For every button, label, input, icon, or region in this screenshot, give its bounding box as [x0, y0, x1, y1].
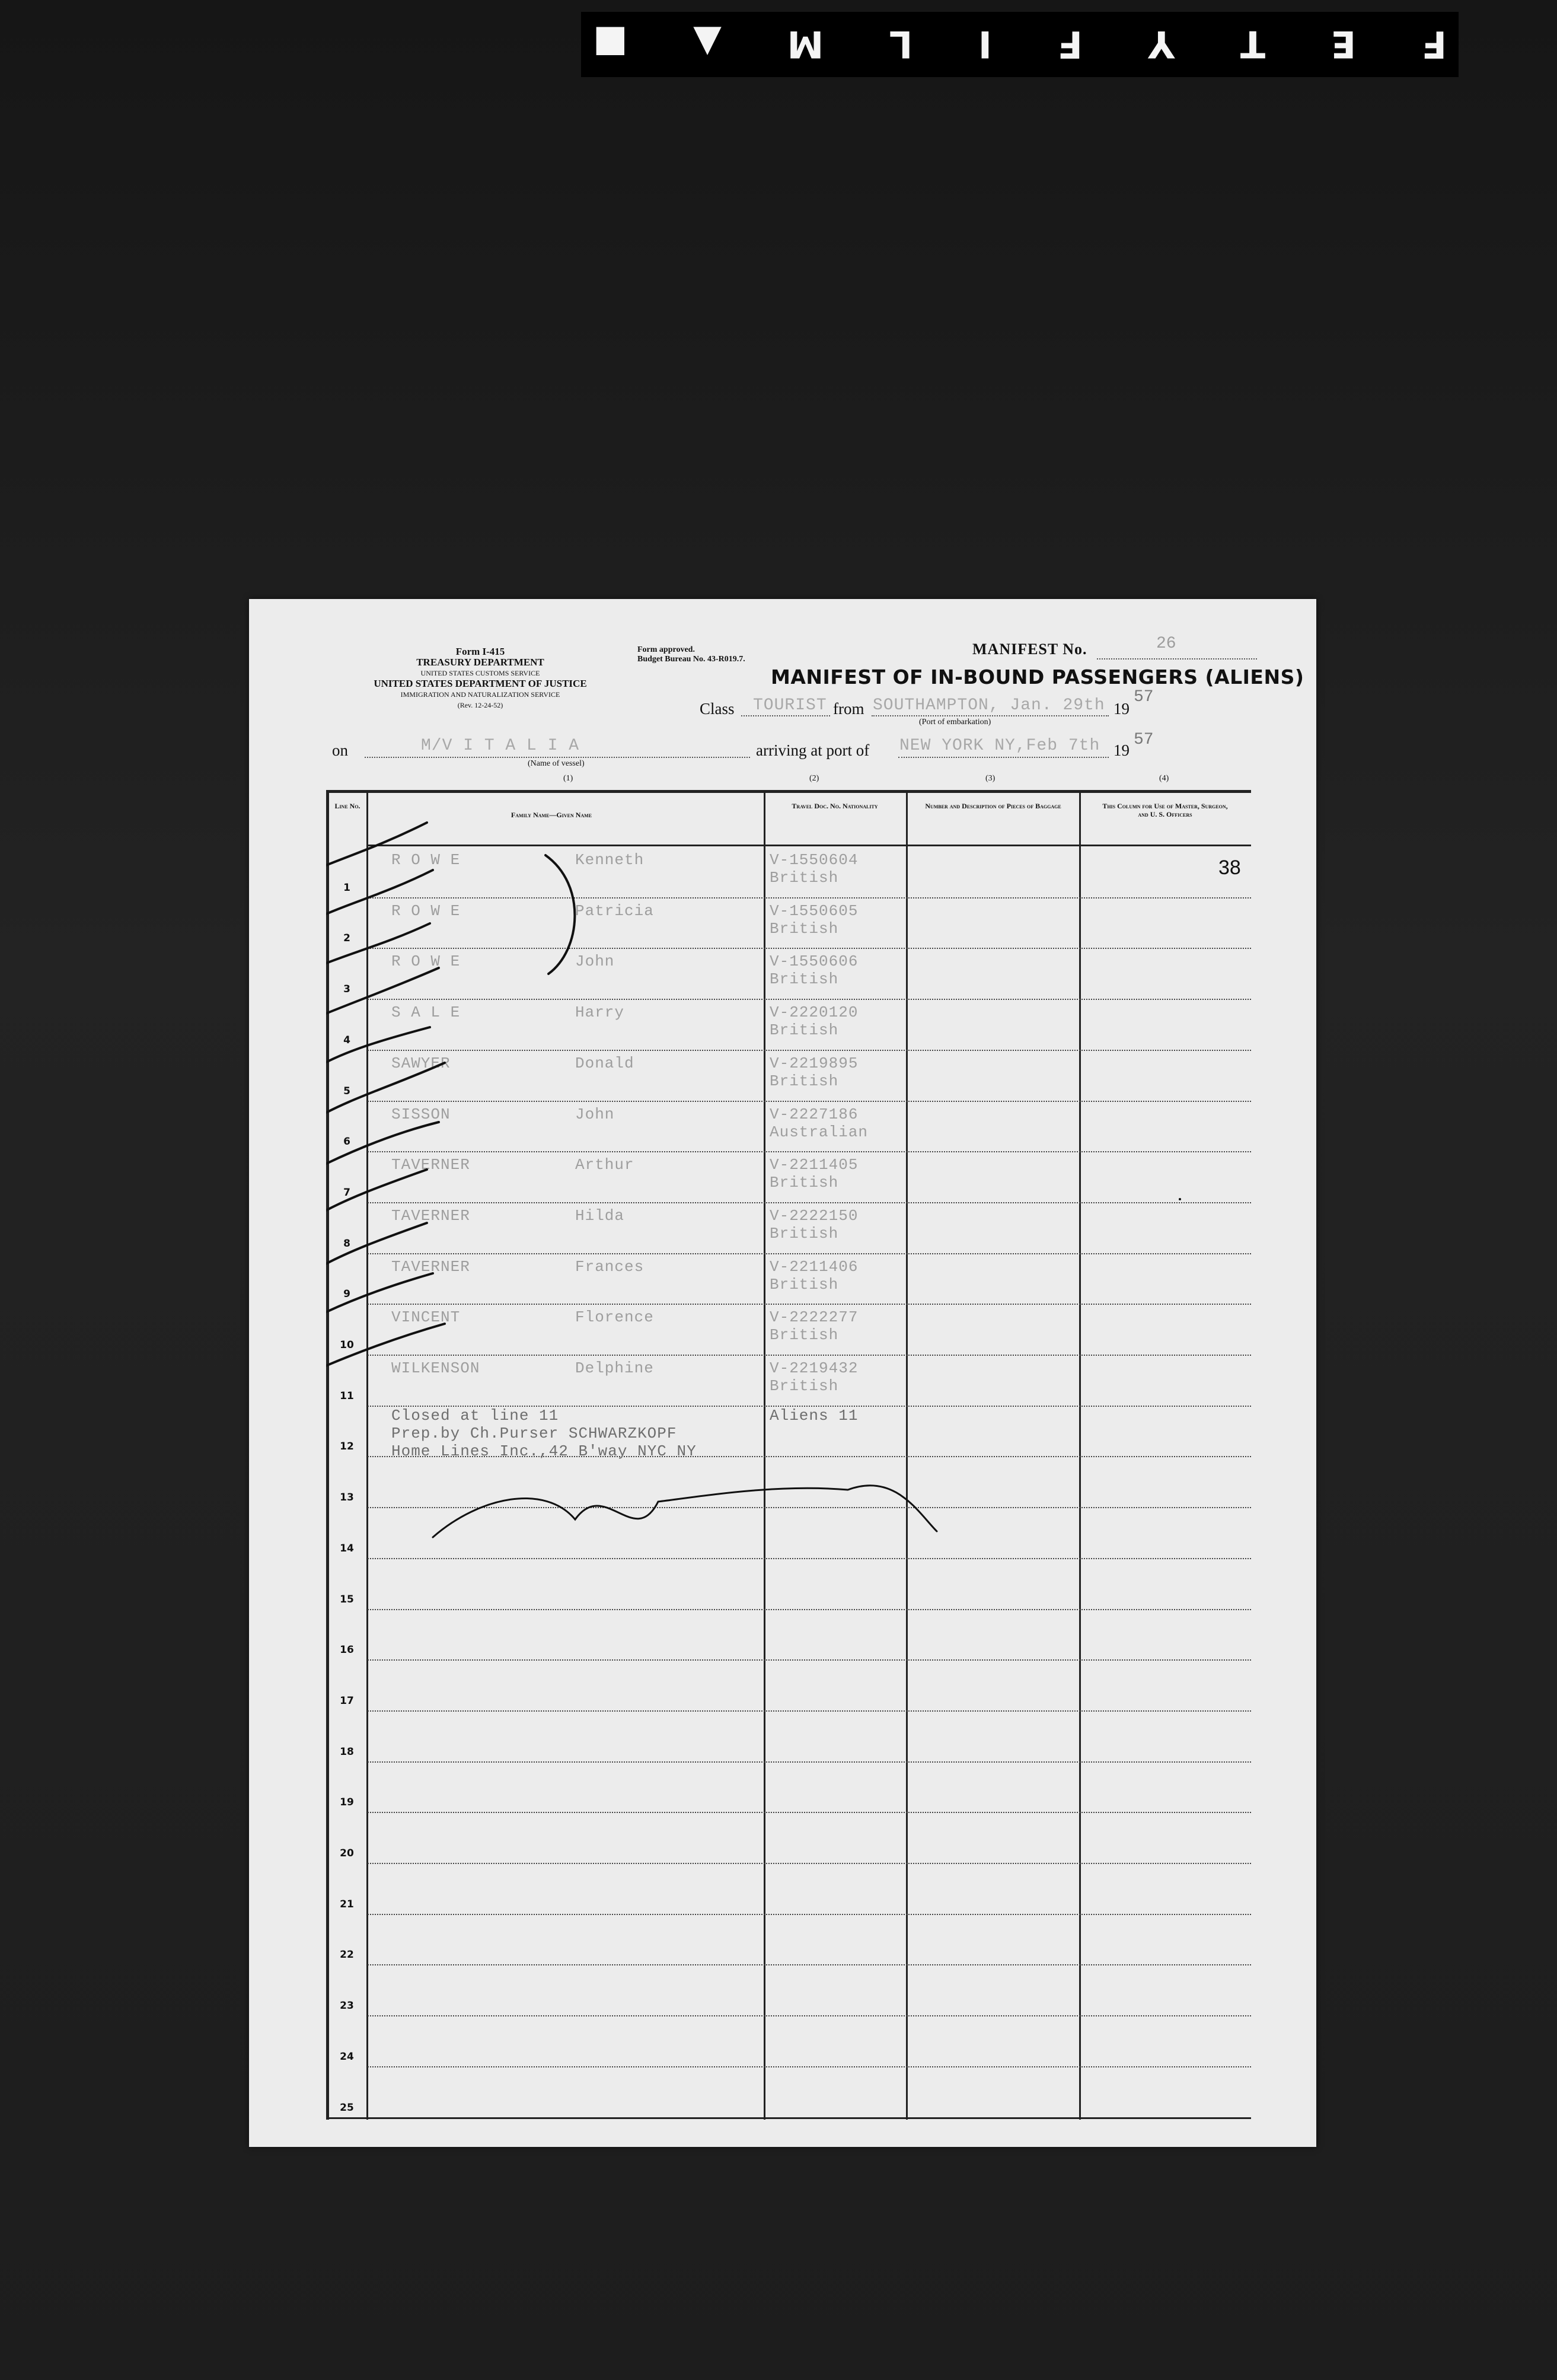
- line-number: 13: [340, 1492, 354, 1504]
- col-num-3: (3): [985, 774, 996, 783]
- given-name: Hilda: [575, 1206, 625, 1225]
- family-name: R O W E: [391, 952, 461, 971]
- line-number: 23: [340, 2000, 354, 2012]
- arrival-line: [898, 757, 1109, 758]
- arrival-value: NEW YORK NY,Feb 7th: [899, 737, 1100, 755]
- line-number: 1: [343, 881, 350, 894]
- line-number: 12: [340, 1441, 354, 1453]
- line-number: 21: [340, 1898, 354, 1910]
- check-mark-stroke: [326, 870, 433, 919]
- year-value-1: 57: [1134, 688, 1154, 706]
- line-number: 6: [343, 1136, 350, 1148]
- check-mark-stroke: [326, 1273, 433, 1318]
- manifest-document: [249, 599, 1316, 2147]
- header-travel-doc: Travel Doc. No. Nationality: [792, 802, 878, 810]
- line-number: 7: [343, 1186, 350, 1199]
- nationality: British: [770, 1021, 839, 1040]
- travel-doc-number: V-2211405: [770, 1156, 859, 1174]
- family-name: SAWYER: [391, 1054, 451, 1072]
- film-strip-lettering: [593, 21, 1447, 68]
- line-number: 22: [340, 1949, 354, 1961]
- travel-doc-number: V-2222277: [770, 1308, 859, 1327]
- line-number: 25: [340, 2101, 354, 2114]
- check-mark-stroke: [326, 823, 427, 870]
- line-number: 5: [343, 1085, 350, 1097]
- film-letter: L: [889, 23, 913, 66]
- travel-doc-number: V-2222150: [770, 1206, 859, 1225]
- family-name: SISSON: [391, 1105, 451, 1123]
- form-number: Form I-415: [455, 646, 505, 657]
- year-prefix-1: 19: [1113, 700, 1130, 718]
- line-number: 4: [343, 1034, 350, 1046]
- line-number: 17: [340, 1694, 354, 1707]
- col-num-1: (1): [563, 774, 573, 783]
- family-name: TAVERNER: [391, 1156, 470, 1174]
- line-number: 10: [340, 1339, 354, 1351]
- vessel-value: M/V I T A L I A: [421, 737, 580, 755]
- family-name: WILKENSON: [391, 1359, 480, 1377]
- nationality: British: [770, 1326, 839, 1344]
- check-mark-stroke: [326, 1027, 430, 1069]
- manifest-title: MANIFEST OF IN-BOUND PASSENGERS (ALIENS): [771, 665, 1304, 689]
- check-mark-stroke: [326, 1122, 439, 1170]
- nationality: British: [770, 1377, 839, 1395]
- given-name: Frances: [575, 1257, 645, 1276]
- signature-stroke: [433, 1486, 937, 1537]
- given-name: Delphine: [575, 1359, 654, 1377]
- passenger-table: [326, 790, 1251, 2120]
- officer-count-value: 38: [1218, 856, 1241, 879]
- given-name: Florence: [575, 1308, 654, 1327]
- film-letter: F: [1057, 23, 1083, 66]
- film-letter: ▲: [693, 23, 722, 66]
- port-caption: (Port of embarkation): [919, 718, 991, 727]
- given-name: John: [575, 952, 615, 971]
- travel-doc-number: V-2219432: [770, 1359, 859, 1377]
- closing-line-2: Prep.by Ch.Purser SCHWARZKOPF: [391, 1425, 677, 1442]
- given-name: John: [575, 1105, 615, 1123]
- form-issuer-block: [326, 646, 634, 711]
- given-name: Patricia: [575, 901, 654, 920]
- year-value-2: 57: [1134, 731, 1154, 749]
- family-name: S A L E: [391, 1003, 461, 1022]
- nationality: British: [770, 869, 839, 887]
- travel-doc-number: V-2219895: [770, 1054, 859, 1072]
- immigration-service: IMMIGRATION AND NATURALIZATION SERVICE: [400, 690, 560, 699]
- line-number: 14: [340, 1542, 354, 1554]
- film-letter: T: [1240, 23, 1266, 66]
- from-label: from: [833, 700, 864, 718]
- header-baggage: Number and Description of Pieces of Baggage: [925, 802, 1061, 810]
- nationality: British: [770, 1072, 839, 1090]
- nationality: British: [770, 1275, 839, 1293]
- form-revision: (Rev. 12-24-52): [457, 701, 503, 709]
- film-letter: F: [1421, 23, 1447, 66]
- travel-doc-number: V-2211406: [770, 1257, 859, 1276]
- check-mark-stroke: [326, 1170, 427, 1217]
- col-num-2: (2): [809, 774, 819, 783]
- travel-doc-number: V-2220120: [770, 1003, 859, 1022]
- check-mark-stroke: [326, 968, 439, 1018]
- from-line: [872, 715, 1109, 716]
- film-letter: ■: [593, 23, 628, 66]
- manifest-number-line: [1097, 658, 1257, 659]
- manifest-number-value: 26: [1156, 635, 1176, 653]
- line-number: 19: [340, 1796, 354, 1809]
- travel-doc-number: V-1550604: [770, 851, 859, 869]
- check-mark-stroke: [326, 1324, 445, 1368]
- line-number: 8: [343, 1237, 350, 1250]
- col-num-4: (4): [1159, 774, 1169, 783]
- line-number: 3: [343, 983, 350, 996]
- line-number: 2: [343, 932, 350, 945]
- family-name: TAVERNER: [391, 1206, 470, 1225]
- family-name: R O W E: [391, 851, 461, 869]
- nationality: British: [770, 1174, 839, 1192]
- handwritten-check-marks: [326, 790, 1251, 2120]
- form-approval-block: [637, 645, 745, 664]
- line-number: 24: [340, 2050, 354, 2063]
- class-line: [741, 715, 830, 716]
- header-name: Family Name—Given Name: [511, 811, 592, 819]
- travel-doc-number: V-1550605: [770, 901, 859, 920]
- nationality: British: [770, 970, 839, 989]
- vessel-caption: (Name of vessel): [528, 759, 585, 768]
- line-number: 15: [340, 1593, 354, 1605]
- film-letter: E: [1331, 23, 1357, 66]
- closing-aliens-count: Aliens 11: [770, 1407, 859, 1425]
- film-letter: I: [978, 23, 992, 66]
- bracket-stroke: [545, 855, 575, 974]
- year-prefix-2: 19: [1113, 741, 1130, 759]
- given-name: Arthur: [575, 1156, 634, 1174]
- header-officers: This Column for Use of Master, Surgeon, and U. S. Officers: [1102, 802, 1228, 818]
- justice-dept: UNITED STATES DEPARTMENT OF JUSTICE: [374, 678, 587, 689]
- travel-doc-number: V-1550606: [770, 952, 859, 971]
- closing-line-1: Closed at line 11: [391, 1407, 559, 1425]
- treasury-dept: TREASURY DEPARTMENT: [416, 657, 544, 668]
- travel-doc-number: V-2227186: [770, 1105, 859, 1123]
- nationality: British: [770, 1224, 839, 1242]
- given-name: Harry: [575, 1003, 625, 1022]
- check-mark-stroke: [326, 923, 430, 968]
- line-number: 20: [340, 1847, 354, 1859]
- film-letter: Y: [1148, 23, 1175, 66]
- nationality: British: [770, 919, 839, 938]
- given-name: Kenneth: [575, 851, 645, 869]
- family-name: TAVERNER: [391, 1257, 470, 1276]
- family-name: VINCENT: [391, 1308, 461, 1327]
- film-letter: M: [787, 23, 824, 66]
- class-label: Class: [700, 700, 735, 718]
- given-name: Donald: [575, 1054, 634, 1072]
- vessel-line: [365, 757, 750, 758]
- from-value: SOUTHAMPTON, Jan. 29th: [873, 696, 1105, 715]
- arriving-label: arriving at port of: [756, 741, 870, 759]
- form-approved: Form approved.: [637, 645, 695, 654]
- class-value: TOURIST: [753, 696, 827, 715]
- budget-bureau-no: Budget Bureau No. 43-R019.7.: [637, 655, 745, 664]
- header-line-no: Line No.: [334, 802, 360, 810]
- check-mark-stroke: [326, 1063, 445, 1119]
- check-mark-stroke: [326, 1223, 427, 1270]
- manifest-number-label: MANIFEST No.: [972, 641, 1087, 658]
- on-label: on: [332, 741, 348, 759]
- nationality: Australian: [770, 1123, 869, 1141]
- closing-line-3: Home Lines Inc.,42 B'way NYC NY: [391, 1442, 697, 1460]
- line-number: 11: [340, 1390, 354, 1402]
- line-number: 9: [343, 1288, 350, 1301]
- family-name: R O W E: [391, 901, 461, 920]
- customs-service: UNITED STATES CUSTOMS SERVICE: [420, 669, 540, 677]
- line-number: 18: [340, 1745, 354, 1758]
- line-number: 16: [340, 1644, 354, 1656]
